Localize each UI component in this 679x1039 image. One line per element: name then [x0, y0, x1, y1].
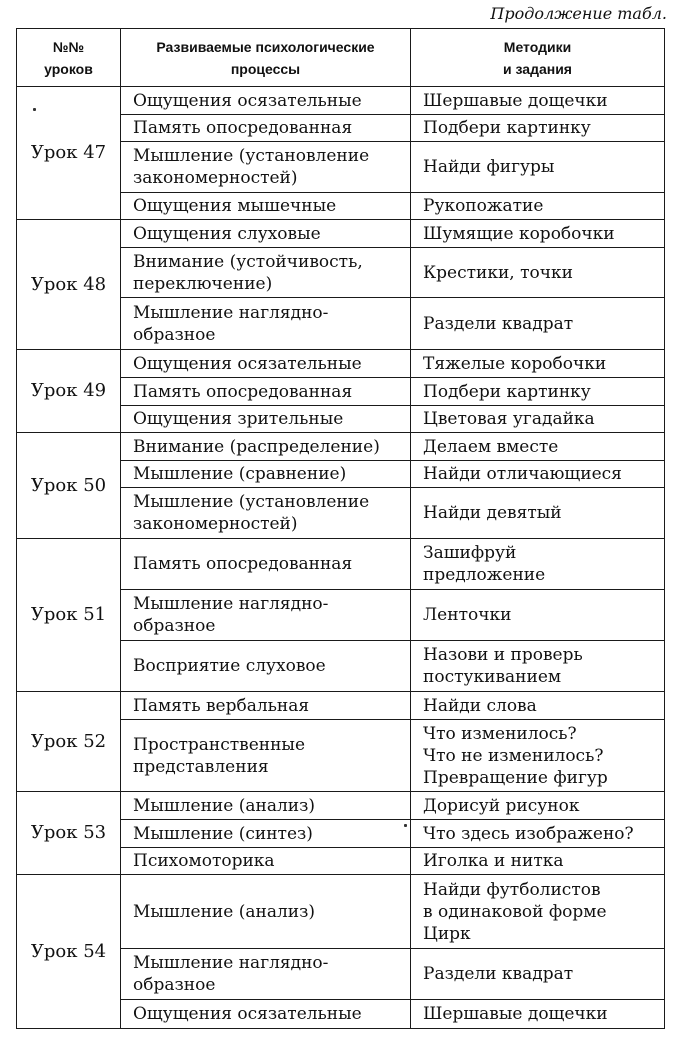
psych-process-cell: Ощущения осязательные: [121, 350, 411, 378]
lesson-label: Урок 53: [30, 822, 107, 843]
method-task-cell: Делаем вместе: [411, 433, 665, 461]
lesson-label: Урок 50: [30, 474, 107, 496]
psych-process-cell: Мышление (анализ): [121, 792, 411, 820]
psych-process-cell: Память опосредованная: [121, 539, 411, 590]
psych-process-cell: Память вербальная: [121, 692, 411, 720]
psych-process-cell: Мышление наглядно- образное: [121, 298, 411, 350]
lesson-number-cell: [17, 792, 121, 875]
method-task-cell: Шершавые дощечки: [411, 1000, 665, 1029]
method-task-cell: Цветовая угадайка: [411, 406, 665, 433]
lesson-number-cell: [17, 220, 121, 350]
method-task-cell: Найди футболистов в одинаковой форме Цирк: [411, 875, 665, 949]
lesson-label: Урок 48: [30, 273, 107, 295]
method-task-cell: Ленточки: [411, 590, 665, 641]
psych-process-cell: Ощущения мышечные: [121, 193, 411, 220]
psych-process-cell: Мышление наглядно- образное: [121, 590, 411, 641]
lesson-number-cell: [17, 87, 121, 220]
lesson-label: Урок 52: [30, 730, 107, 752]
method-task-cell: Найди фигуры: [411, 142, 665, 193]
lesson-number-cell: [17, 539, 121, 692]
table-row: [17, 692, 665, 720]
method-task-cell: Подбери картинку: [411, 115, 665, 142]
lesson-number-cell: [17, 875, 121, 1029]
method-task-cell: Раздели квадрат: [411, 949, 665, 1000]
psych-process-cell: Мышление (сравнение): [121, 461, 411, 488]
method-task-cell: Что здесь изображено?: [411, 820, 665, 848]
lesson-label: Урок 54: [30, 940, 107, 962]
method-task-cell: Шершавые дощечки: [411, 87, 665, 115]
table-row: [17, 433, 665, 461]
psych-process-cell: Память опосредованная: [121, 378, 411, 406]
lesson-label: Урок 49: [30, 380, 107, 401]
method-task-cell: Найди отличающиеся: [411, 461, 665, 488]
method-task-cell: Назови и проверь постукиванием: [411, 641, 665, 692]
table-row: [17, 220, 665, 248]
table-row: [17, 87, 665, 115]
psych-process-cell: Мышление (установление закономерностей): [121, 142, 411, 193]
lesson-plan-table: [16, 28, 665, 1029]
method-task-cell: Найди девятый: [411, 488, 665, 539]
table-row: [17, 875, 665, 949]
method-task-cell: Найди слова: [411, 692, 665, 720]
method-task-cell: Что изменилось? Что не изменилось? Превращение фигур: [411, 720, 665, 792]
lesson-label: Урок 47: [30, 142, 107, 163]
psych-process-cell: Ощущения осязательные: [121, 1000, 411, 1029]
table-continuation-caption: Продолжение табл.: [490, 4, 667, 23]
psych-process-cell: Восприятие слуховое: [121, 641, 411, 692]
psych-process-cell: Психомоторика: [121, 848, 411, 875]
psych-process-cell: Мышление (синтез): [121, 820, 411, 848]
lesson-number-cell: [17, 350, 121, 433]
method-task-cell: Крестики, точки: [411, 248, 665, 298]
method-task-cell: Рукопожатие: [411, 193, 665, 220]
lesson-label: Урок 51: [30, 604, 107, 625]
psych-process-cell: Ощущения осязательные: [121, 87, 411, 115]
psych-process-cell: Мышление наглядно- образное: [121, 949, 411, 1000]
psych-process-cell: Мышление (установление закономерностей): [121, 488, 411, 539]
method-task-cell: Подбери картинку: [411, 378, 665, 406]
psych-process-cell: Память опосредованная: [121, 115, 411, 142]
method-task-cell: Шумящие коробочки: [411, 220, 665, 248]
header-psych-processes: Развиваемые психологические процессы: [121, 29, 411, 87]
table-row: [17, 350, 665, 378]
table-row: [17, 539, 665, 590]
method-task-cell: Иголка и нитка: [411, 848, 665, 875]
method-task-cell: Дорисуй рисунок: [411, 792, 665, 820]
scan-speck-mark: [33, 108, 36, 111]
header-methods-tasks: Методики и задания: [411, 29, 665, 87]
psych-process-cell: Внимание (распределение): [121, 433, 411, 461]
lesson-number-cell: [17, 433, 121, 539]
psych-process-cell: Ощущения зрительные: [121, 406, 411, 433]
scan-speck-mark: [404, 824, 407, 827]
method-task-cell: Раздели квадрат: [411, 298, 665, 350]
psych-process-cell: Мышление (анализ): [121, 875, 411, 949]
table-body: [17, 87, 665, 1029]
table-header-row: [17, 29, 665, 87]
psych-process-cell: Пространственные представления: [121, 720, 411, 792]
header-lesson-number: №№ уроков: [17, 29, 121, 87]
lesson-number-cell: [17, 692, 121, 792]
psych-process-cell: Ощущения слуховые: [121, 220, 411, 248]
method-task-cell: Зашифруй предложение: [411, 539, 665, 590]
table-row: [17, 792, 665, 820]
psych-process-cell: Внимание (устойчивость, переключение): [121, 248, 411, 298]
method-task-cell: Тяжелые коробочки: [411, 350, 665, 378]
